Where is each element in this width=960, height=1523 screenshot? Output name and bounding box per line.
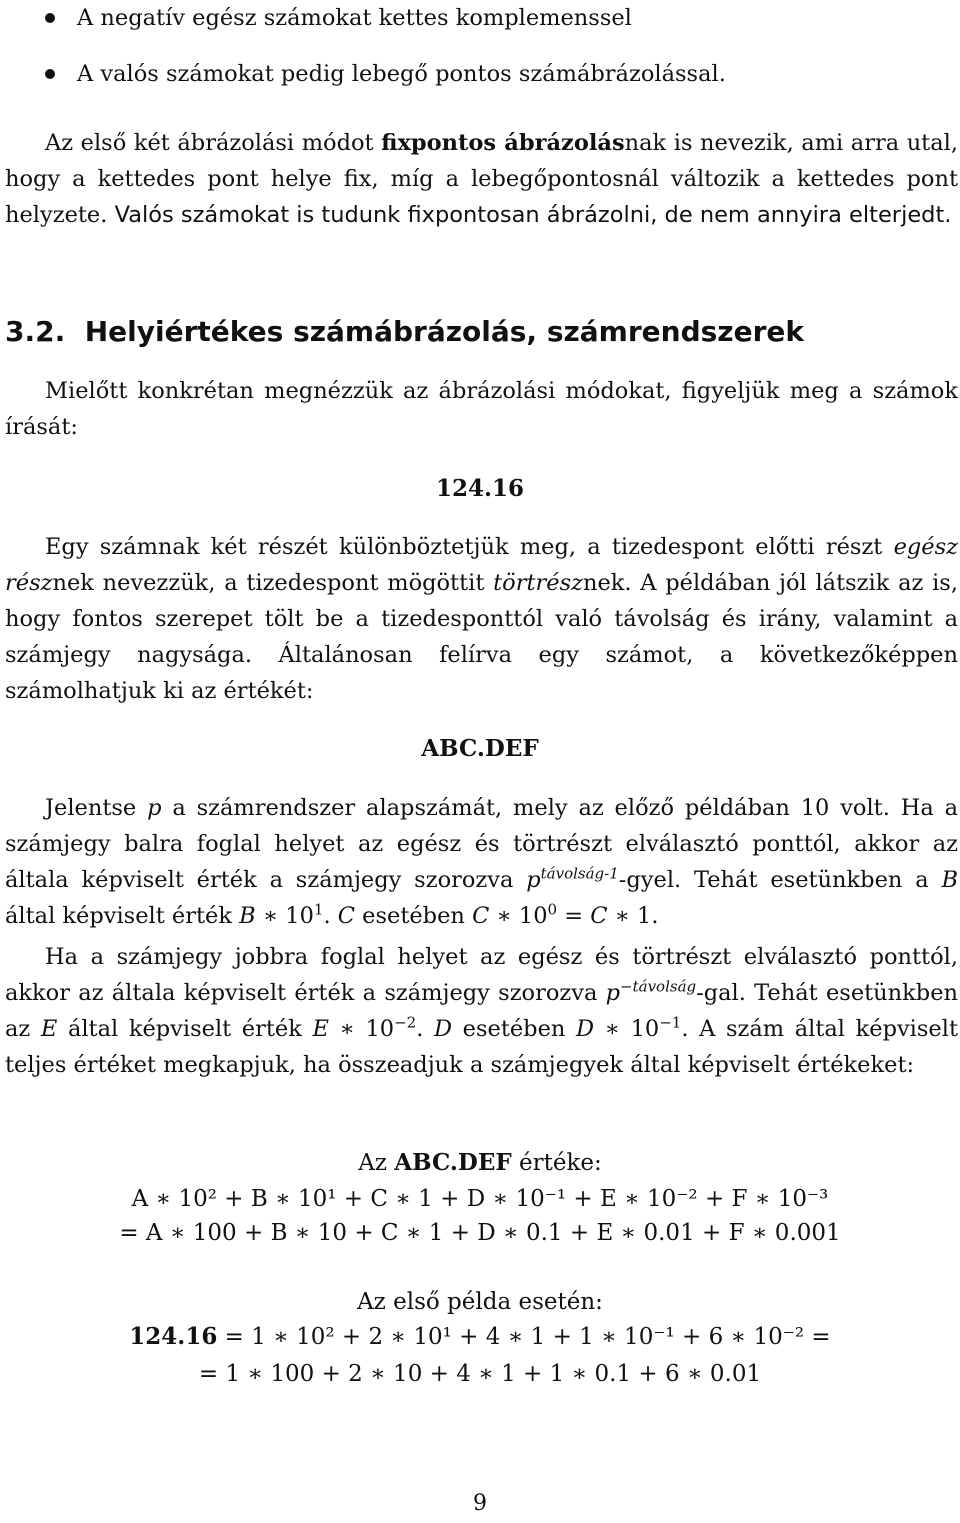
bullet-text: A valós számokat pedig lebegő pontos számábrázolással.	[77, 61, 726, 87]
paragraph-fixpoint	[5, 125, 958, 233]
bullet-dot	[45, 13, 55, 23]
paragraph-parts	[5, 529, 958, 709]
italic-term: egész rész	[5, 534, 958, 596]
formula-label: Az első példa esetén:	[357, 1289, 603, 1315]
para-text: Mielőtt konkrétan megnézzük az ábrázolási módokat, figyeljük meg a számok írását:	[5, 378, 958, 440]
paragraph-right-digits	[5, 939, 958, 1083]
example-number: 124.16	[435, 475, 525, 502]
para-text: nek. A példában jól látszik az is, hogy fontos szerepet tölt be a tizedesponttól való távolság és irány, valamint a számjegy nagysága. Általánosan felírva egy számot, a következőképpen számolhatjuk ki az értékét:	[5, 570, 958, 704]
paragraph-intro	[5, 373, 958, 445]
para-text: esetében	[452, 1016, 577, 1042]
para-text: nak is nevezik, ami arra utal, hogy a kettedes pont helye fix, míg a lebegőpontosnál változik a kettedes pont helyzete.	[5, 130, 958, 228]
math-expr: ∗ 1.	[607, 903, 659, 929]
math-var: E	[312, 1016, 329, 1042]
math-var: E	[40, 1016, 58, 1042]
page-number: 9	[473, 1491, 487, 1516]
math-exponent: −2	[394, 1013, 417, 1032]
para-text: Egy számnak két részét különböztetjük meg, a tizedespont előtti részt	[45, 534, 894, 560]
bullet-dot	[45, 69, 55, 79]
math-superscript: távolság-1	[540, 864, 619, 883]
formula-line: = 1 ∗ 100 + 2 ∗ 10 + 4 ∗ 1 + 1 ∗ 0.1 + 6 ∗ 0.01	[198, 1361, 762, 1387]
math-expr: ∗ 10	[262, 903, 314, 929]
para-text: által képviselt érték	[5, 903, 240, 929]
formula-bold-number: 124.16	[129, 1323, 218, 1350]
math-expr: ∗ 10	[594, 1016, 660, 1042]
paragraph-left-digits	[5, 790, 958, 934]
math-exponent: 1	[313, 900, 324, 919]
math-var: D	[433, 1016, 453, 1042]
para-text: .	[323, 903, 338, 929]
bullet-item	[5, 56, 726, 92]
section-title: Helyiértékes számábrázolás, számrendszerek	[84, 315, 804, 348]
math-var: p	[526, 867, 541, 893]
math-var: C	[590, 903, 608, 929]
formula-text: = 1 ∗ 10² + 2 ∗ 10¹ + 4 ∗ 1 + 1 ∗ 10⁻¹ + 6 ∗ 10⁻² =	[217, 1324, 831, 1350]
para-text: Az első két ábrázolási módot	[45, 130, 382, 156]
math-var: p	[147, 795, 162, 821]
formula-line: = A ∗ 100 + B ∗ 10 + C ∗ 1 + D ∗ 0.1 + E ∗ 0.01 + F ∗ 0.001	[119, 1220, 841, 1246]
math-var: D	[576, 1016, 595, 1042]
para-text: által képviselt érték	[57, 1016, 313, 1042]
math-var: C	[472, 903, 490, 929]
math-expr: ∗ 10	[496, 903, 548, 929]
para-text: Jelentse	[45, 795, 148, 821]
italic-term: törtrész	[493, 570, 583, 596]
formula-label	[0, 1144, 960, 1182]
section-heading	[5, 312, 804, 352]
math-expr: ∗ 10	[328, 1016, 395, 1042]
math-expr: =	[557, 903, 591, 929]
bold-term: fixpontos ábrázolás	[381, 130, 625, 156]
bullet-item	[5, 0, 632, 36]
para-text: a számrendszer alapszámát, mely az előző példában 10 volt. Ha a számjegy balra foglal helyet az egész és törtrészt elválasztó ponttól, akkor az általa képviselt érték a számjegy szorozva	[5, 795, 958, 893]
para-sans-text: Valós számokat is tudunk fixpontosan ábrázolni, de nem annyira elterjedt.	[114, 202, 952, 228]
para-text: . A szám által képviselt teljes értéket megkapjuk, ha összeadjuk a számjegyek által képviselt értékeket:	[5, 1016, 958, 1078]
math-var: p	[605, 980, 621, 1006]
math-var: B	[239, 903, 256, 929]
math-exponent: 0	[547, 900, 558, 919]
bullet-text: A negatív egész számokat kettes komplemenssel	[77, 5, 632, 31]
para-text: nek nevezzük, a tizedespont mögöttit	[52, 570, 494, 596]
general-number: ABC.DEF	[421, 735, 539, 762]
math-exponent: −1	[659, 1013, 682, 1032]
math-superscript: −távolság	[620, 977, 697, 996]
section-number: 3.2.	[5, 315, 66, 348]
para-text: .	[416, 1016, 434, 1042]
formula-line: A ∗ 10² + B ∗ 10¹ + C ∗ 1 + D ∗ 10⁻¹ + E ∗ 10⁻² + F ∗ 10⁻³	[131, 1186, 829, 1212]
label-text: Az	[358, 1150, 395, 1176]
label-text: értéke:	[511, 1150, 602, 1176]
formula-line	[0, 1318, 960, 1356]
math-var: B	[941, 867, 958, 893]
para-text: -gyel. Tehát esetünkben a	[618, 867, 942, 893]
label-bold: ABC.DEF	[394, 1149, 512, 1176]
para-text: -gal. Tehát esetünkben az	[5, 980, 958, 1042]
para-text: esetében	[355, 903, 473, 929]
math-var: C	[337, 903, 355, 929]
para-text: Ha a számjegy jobbra foglal helyet az egész és törtrészt elválasztó ponttól, akkor az általa képviselt érték a számjegy szorozva	[5, 944, 958, 1006]
